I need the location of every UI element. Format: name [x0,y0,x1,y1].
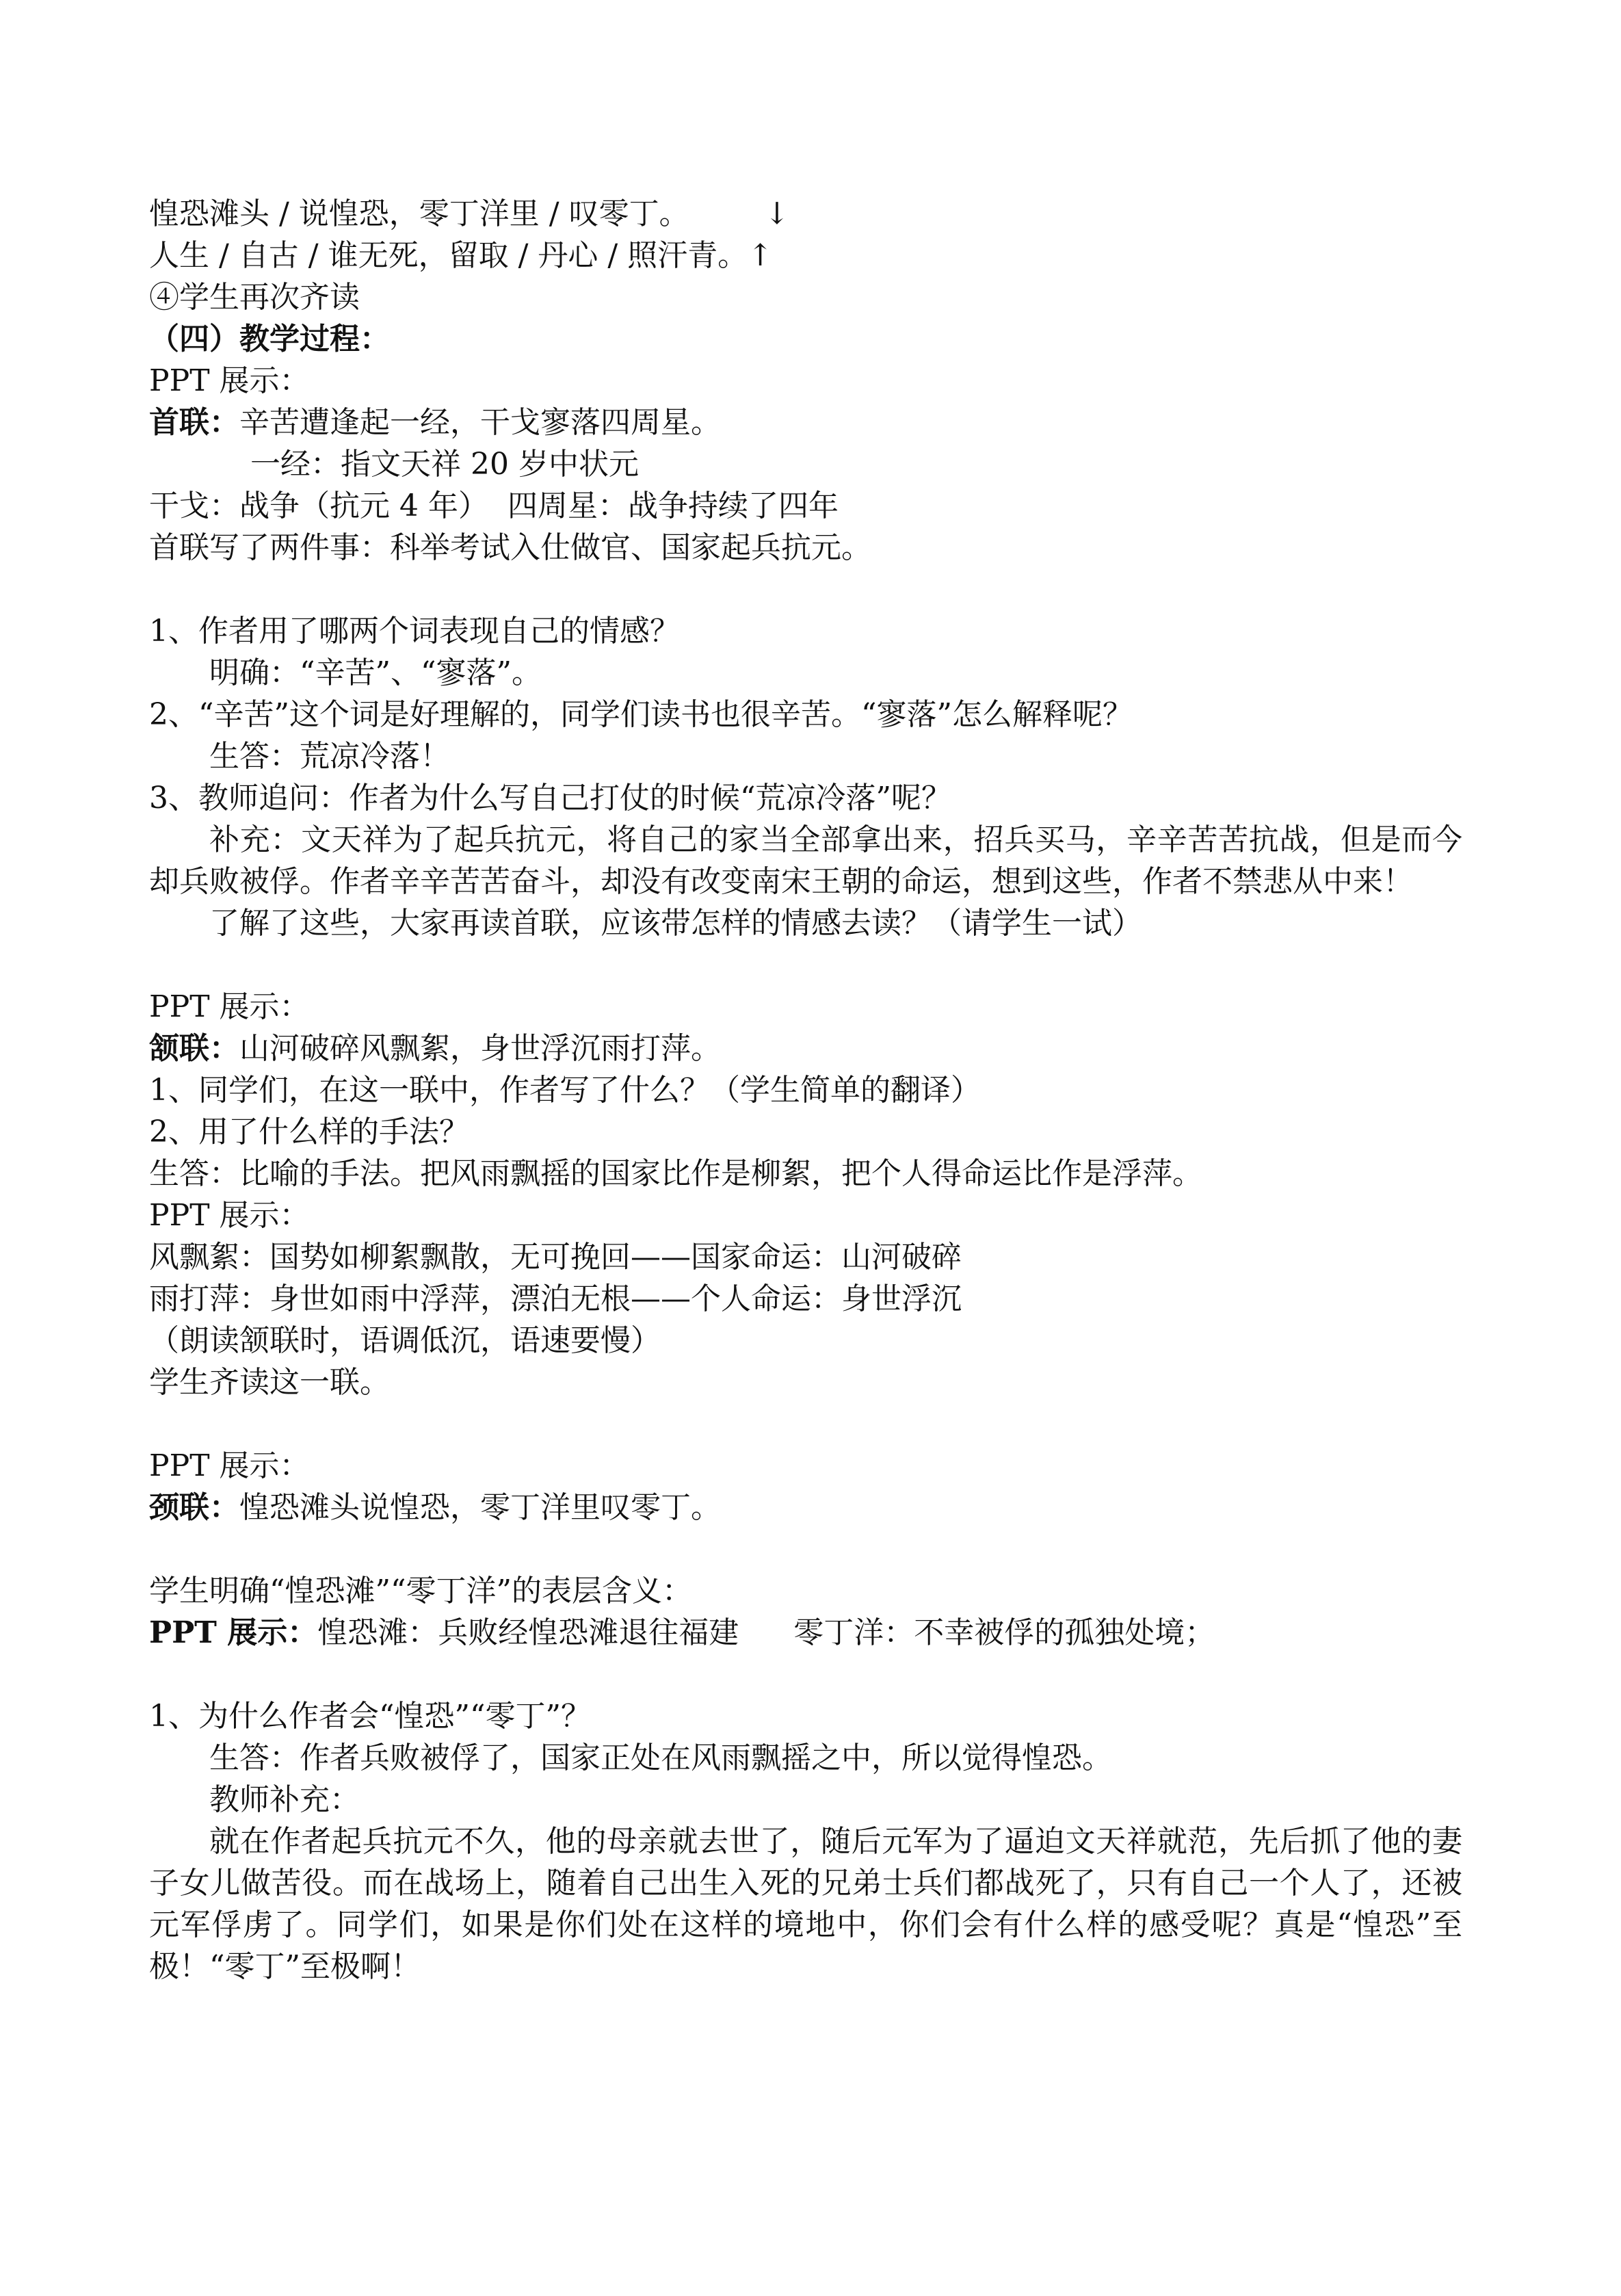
teacher-supplement-label: 教师补充： [209,1782,360,1817]
question-3-follow: 了解了这些，大家再读首联，应该带怎样的情感去读？（请学生一试） [209,906,1142,941]
yudaping-note: 雨打萍：身世如雨中浮萍，漂泊无根——个人命运：身世浮沉 [149,1281,962,1316]
shoulian-label: 首联： [149,405,239,440]
hanlian-question-1: 1、同学们，在这一联中，作者写了什么？（学生简单的翻译） [149,1073,981,1108]
meaning-line: 学生明确“惶恐滩”“零丁洋”的表层含义： [149,1574,692,1608]
question-3: 3、教师追问：作者为什么写自己打仗的时候“荒凉冷落”呢？ [149,781,951,816]
jinglian-label: 颈联： [149,1490,239,1525]
down-arrow-icon: ↓ [764,196,790,231]
ppt-5-b: 零丁洋：不幸被俘的孤独处境； [793,1615,1215,1650]
section-heading: （四）教学过程： [149,322,390,356]
question-3-supplement: 补充：文天祥为了起兵抗元，将自己的家当全部拿出来，招兵买马，辛辛苦苦抗战，但是而今却兵败被俘。作者辛辛苦苦奋斗，却没有改变南宋王朝的命运，想到这些，作者不禁悲从中来！ [149,822,1462,899]
hanlian-question-2: 2、用了什么样的手法？ [149,1114,469,1149]
question-2-answer: 生答：荒凉冷落！ [209,739,450,774]
hanlian-line [149,1028,1462,1069]
spacer [149,569,1462,610]
poem-line-2-text: 人生 / 自古 / 谁无死，留取 / 丹心 / 照汗青。 [149,238,748,273]
yijing-note: 一经：指文天祥 20 岁中状元 [250,447,639,482]
question-1: 1、作者用了哪两个词表现自己的情感？ [149,614,680,649]
spacer [149,1654,1462,1695]
shoulian-summary: 首联写了两件事：科举考试入仕做官、国家起兵抗元。 [149,530,871,565]
document-page [149,193,1462,1987]
fengpiaoxu-note: 风飘絮：国势如柳絮飘散，无可挽回——国家命运：山河破碎 [149,1240,962,1275]
hanlian-read: 学生齐读这一联。 [149,1365,390,1400]
shoulian-text: 辛苦遭逢起一经，干戈寥落四周星。 [239,405,721,440]
ppt-5-a: 惶恐滩：兵败经惶恐滩退往福建 [317,1615,739,1650]
ppt-label-3: PPT 展示： [149,1198,310,1233]
jinglian-text: 惶恐滩头说惶恐，零丁洋里叹零丁。 [239,1490,721,1525]
ppt-label-4: PPT 展示： [149,1448,310,1483]
ppt-line-5 [149,1612,1462,1654]
hanlian-label: 颔联： [149,1031,239,1066]
ppt-label-5: PPT 展示： [149,1615,318,1650]
reading-note: （朗读颔联时，语调低沉，语速要慢） [149,1323,661,1358]
jinglian-question-1: 1、为什么作者会“惶恐”“零丁”？ [149,1699,591,1734]
question-2: 2、“辛苦”这个词是好理解的，同学们读书也很辛苦。“寥落”怎么解释呢？ [149,697,1133,732]
jinglian-line [149,1487,1462,1528]
jinglian-answer: 生答：作者兵败被俘了，国家正处在风雨飘摇之中，所以觉得惶恐。 [209,1740,1112,1775]
ppt-label-1: PPT 展示： [149,363,310,398]
poem-line-1-text: 惶恐滩头 / 说惶恐，零丁洋里 / 叹零丁。 [149,196,689,231]
spacer [149,1528,1462,1570]
poem-line-1 [149,193,1462,235]
hanlian-text: 山河破碎风飘絮，身世浮沉雨打萍。 [239,1031,721,1066]
final-paragraph: 就在作者起兵抗元不久，他的母亲就去世了，随后元军为了逼迫文天祥就范，先后抓了他的妻子女儿做苦役。而在战场上，随着自己出生入死的兄弟士兵们都战死了，只有自己一个人了，还被元军俘虏了。同学们，如果是你们处在这样的境地中，你们会有什么样的感受呢？真是“惶恐”至极！“零丁”至极啊！ [149,1824,1462,1984]
question-1-answer: 明确：“辛苦”、“寥落”。 [209,655,542,690]
shoulian-line [149,402,1462,443]
step-4: ④学生再次齐读 [149,280,360,315]
up-arrow-icon: ↑ [748,238,774,273]
spacer [149,1403,1462,1445]
poem-line-2 [149,235,1462,276]
gange-note: 干戈：战争（抗元 4 年） 四周星：战争持续了四年 [149,488,839,523]
hanlian-answer: 生答：比喻的手法。把风雨飘摇的国家比作是柳絮，把个人得命运比作是浮萍。 [149,1156,1202,1191]
ppt-label-2: PPT 展示： [149,989,310,1024]
spacer [149,944,1462,986]
